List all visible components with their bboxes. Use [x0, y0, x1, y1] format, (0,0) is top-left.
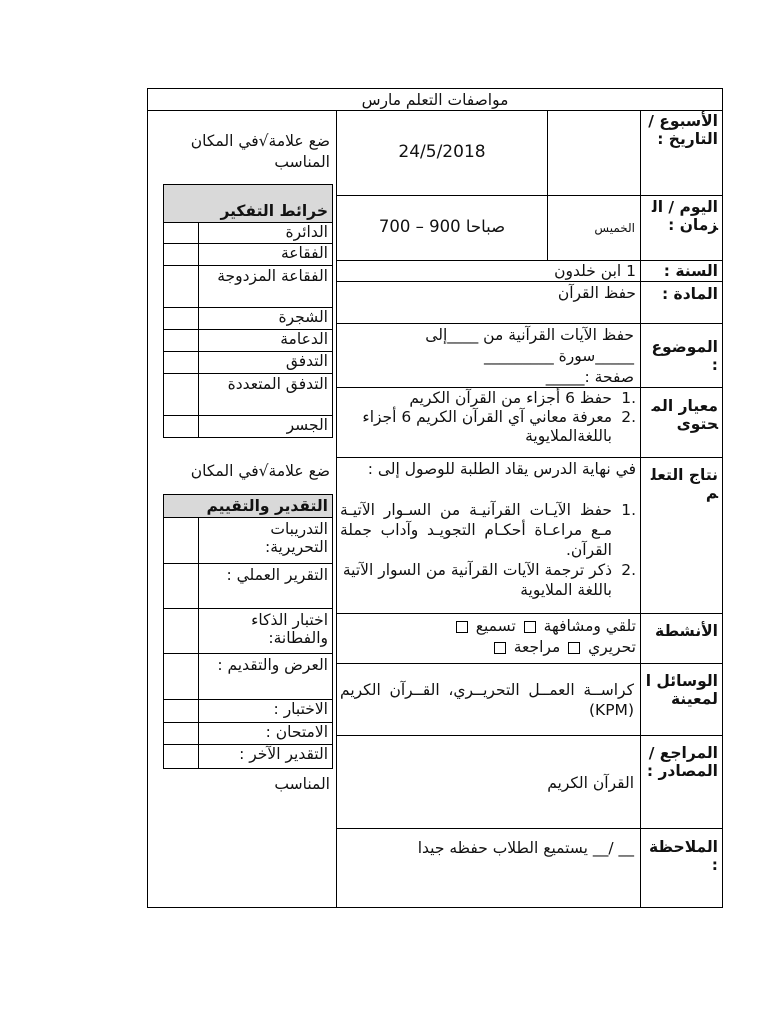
list-item: الدائرة: [163, 223, 333, 244]
label-day-time: اليوم / الزمان :: [651, 198, 718, 234]
assessment-table: [163, 494, 333, 769]
content-standard-list: [340, 389, 636, 446]
notes-value: __ /__ يستميع الطلاب حفظه جيدا: [417, 839, 634, 857]
list-item: الشجرة: [163, 308, 333, 330]
table-border-left: [147, 88, 148, 908]
row-divider: [336, 613, 723, 614]
list-item: التدفق: [163, 352, 333, 374]
row-divider: [336, 828, 723, 829]
thinking-maps-header: خرائط التفكير: [163, 184, 333, 223]
list-item: الاختبار :: [163, 700, 333, 723]
assessment-header: التقدير والتقييم: [163, 494, 333, 518]
activities-line-2: تحريري مراجعة: [340, 637, 636, 657]
row-divider: [336, 663, 723, 664]
list-item: الجسر: [163, 416, 333, 438]
topic-line-3: صفحة :_____: [545, 368, 634, 386]
list-item: .1 حفظ 6 أجزاء من القرآن الكريم: [409, 389, 636, 407]
list-item: الفقاعة: [163, 244, 333, 266]
checkbox[interactable]: [163, 700, 198, 723]
day-value: الخميس: [594, 221, 635, 235]
checkbox[interactable]: [456, 621, 468, 633]
checkbox[interactable]: [163, 352, 198, 374]
checkbox[interactable]: [163, 374, 198, 416]
list-item: .1 حفظ الآيـات القرآنيـة من السـوار الآتيـة مـع مراعـاة أحكـام التجويـد وآداب جملة القرآن.: [340, 501, 636, 559]
outcomes-list: [340, 500, 636, 600]
checkbox[interactable]: [524, 621, 536, 633]
checkbox[interactable]: [163, 330, 198, 352]
label-references: المراجع / المصادر :: [646, 744, 718, 780]
row-divider: [336, 387, 723, 388]
label-learning-outcomes: نتاج التعلم: [650, 466, 718, 502]
checkbox[interactable]: [163, 564, 198, 609]
checkbox[interactable]: [494, 642, 506, 654]
checkbox[interactable]: [163, 518, 198, 564]
list-item: التقدير الآخر :: [163, 745, 333, 769]
checkbox[interactable]: [163, 745, 198, 769]
list-item: التقرير العملي :: [163, 564, 333, 609]
label-year: السنة :: [663, 262, 718, 280]
table-border-top: [147, 88, 723, 89]
instruction-2-tail: المناسب: [274, 775, 330, 793]
activities-line-1: تلقي ومشافهة تسميع: [340, 616, 636, 636]
checkbox[interactable]: [163, 654, 198, 700]
list-item: العرض والتقديم :: [163, 654, 333, 700]
table-border-right: [722, 88, 723, 908]
list-item: .2 ذكر ترجمة الآيات القرآنية من السوار الآتية باللغة الملايوية: [342, 561, 636, 599]
list-item: الامتحان :: [163, 723, 333, 745]
row-divider: [336, 281, 723, 282]
aids-value: كراســة العمــل التحريــري، القــرآن الكريم (KPM): [340, 681, 634, 719]
page-title: مواصفات التعلم مارس: [361, 91, 509, 109]
checkbox[interactable]: [163, 723, 198, 745]
topic-line-2: _____سورة _________: [483, 347, 634, 365]
row-divider: [336, 323, 723, 324]
checkbox[interactable]: [163, 223, 198, 244]
date-value: 24/5/2018: [398, 142, 486, 162]
table-border-bottom: [147, 907, 723, 908]
year-value: 1 ابن خلدون: [554, 262, 636, 280]
label-activities: الأنشطة: [655, 622, 718, 640]
checkbox[interactable]: [568, 642, 580, 654]
row-divider: [336, 457, 723, 458]
checkbox[interactable]: [163, 609, 198, 654]
time-value: صباحا 900 – 700: [378, 217, 506, 236]
thinking-maps-table: [163, 184, 333, 438]
outcomes-intro: في نهاية الدرس يقاد الطلبة للوصول إلى :: [367, 460, 636, 478]
references-value: القرآن الكريم: [547, 774, 634, 792]
title-divider: [147, 110, 723, 111]
list-item: الفقاعة المزدوجة: [163, 266, 333, 308]
label-aids: الوسائل المعينة: [645, 672, 718, 708]
list-item: الدعامة: [163, 330, 333, 352]
label-content-standard: معيار المحتوى: [651, 397, 718, 433]
row-divider: [336, 735, 723, 736]
instruction-2: ضع علامة√في المكان: [190, 462, 330, 480]
list-item: التدفق المتعددة: [163, 374, 333, 416]
date-cell-divider: [547, 110, 548, 260]
checkbox[interactable]: [163, 308, 198, 330]
checkbox[interactable]: [163, 244, 198, 266]
list-item: التدريبات التحريرية:: [163, 518, 333, 564]
label-column-divider: [640, 110, 641, 908]
instruction-1: ضع علامة√في المكان المناسب: [190, 132, 330, 171]
list-item: .2 معرفة معاني آي القرآن الكريم 6 أجزاء باللغةالملايوية: [362, 408, 636, 445]
label-notes: الملاحظة :: [649, 838, 718, 874]
checkbox[interactable]: [163, 416, 198, 438]
subject-value: حفظ القرآن: [557, 284, 636, 302]
checkbox[interactable]: [163, 266, 198, 308]
label-subject: المادة :: [661, 285, 718, 303]
list-item: اختبار الذكاء والفطانة:: [163, 609, 333, 654]
label-week-date: الأسبوع / التاريخ :: [648, 112, 718, 148]
label-topic: الموضوع :: [651, 338, 718, 374]
topic-line-1: حفظ الآيات القرآنية من ____إلى: [425, 326, 634, 344]
row-divider: [336, 195, 723, 196]
